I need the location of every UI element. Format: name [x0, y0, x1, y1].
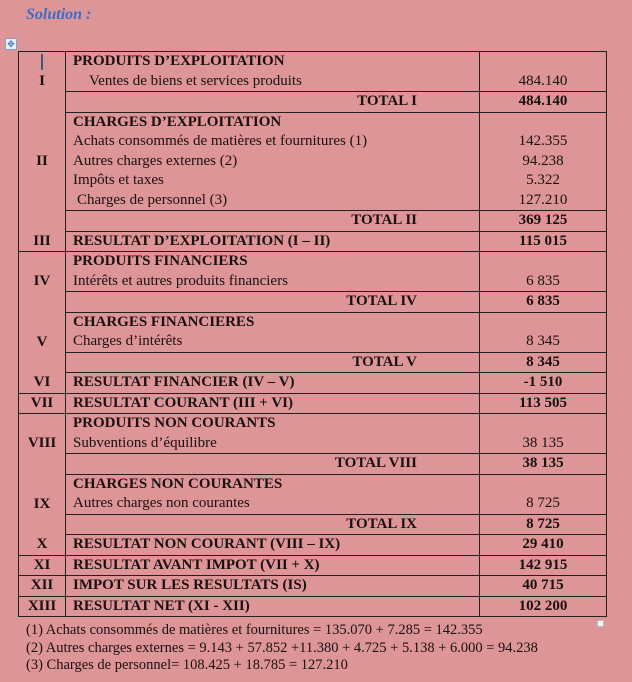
row-value: 102 200: [480, 596, 607, 617]
section-number: VI: [19, 373, 66, 394]
row-value: [480, 112, 607, 132]
row-label: RESULTAT FINANCIER (IV – V): [66, 373, 480, 394]
row-label: TOTAL IX: [66, 514, 480, 535]
table-row: [19, 112, 607, 132]
row-label: RESULTAT COURANT (III + VI): [66, 393, 480, 414]
section-number: XI: [19, 555, 66, 576]
row-value: 142 915: [480, 555, 607, 576]
table-row: [19, 414, 607, 434]
table-row: [19, 434, 607, 454]
row-label: Charges d’intérêts: [66, 332, 480, 352]
row-value: 484.140: [480, 92, 607, 113]
row-value: 5.322: [480, 171, 607, 191]
row-value: 115 015: [480, 231, 607, 252]
row-value: 6 835: [480, 292, 607, 313]
row-value: 8 345: [480, 352, 607, 373]
row-value: 29 410: [480, 535, 607, 556]
section-number: [19, 514, 66, 535]
section-number: [19, 352, 66, 373]
solution-heading: Solution :: [26, 6, 92, 23]
section-number: IX: [19, 494, 66, 514]
row-value: 38 135: [480, 454, 607, 475]
table-row: [19, 231, 607, 252]
row-value: 8 345: [480, 332, 607, 352]
section-number: V: [19, 332, 66, 352]
section-number: [19, 292, 66, 313]
table-row: [19, 191, 607, 211]
table-row: [19, 332, 607, 352]
row-label: CHARGES D’EXPLOITATION: [66, 112, 480, 132]
row-label: PRODUITS FINANCIERS: [66, 252, 480, 272]
row-label: Subventions d’équilibre: [66, 434, 480, 454]
section-number: [19, 454, 66, 475]
row-label: RESULTAT D’EXPLOITATION (I – II): [66, 231, 480, 252]
row-label: Ventes de biens et services produits: [66, 72, 480, 92]
row-label: CHARGES NON COURANTES: [66, 474, 480, 494]
row-value: 8 725: [480, 514, 607, 535]
row-label: TOTAL IV: [66, 292, 480, 313]
table-row: [19, 132, 607, 152]
row-label: TOTAL V: [66, 352, 480, 373]
table-row: [19, 312, 607, 332]
row-label: Impôts et taxes: [66, 171, 480, 191]
row-label: Autres charges non courantes: [66, 494, 480, 514]
row-value: 369 125: [480, 211, 607, 232]
table-row: [19, 171, 607, 191]
row-label: RESULTAT AVANT IMPOT (VII + X): [66, 555, 480, 576]
section-number: XII: [19, 576, 66, 597]
table-row: [19, 72, 607, 92]
row-value: -1 510: [480, 373, 607, 394]
text-cursor: [41, 54, 43, 70]
row-label: TOTAL VIII: [66, 454, 480, 475]
row-label: Achats consommés de matières et fournitures (1): [66, 132, 480, 152]
table-row: [19, 352, 607, 373]
section-number: X: [19, 535, 66, 556]
row-label: RESULTAT NET (XI - XII): [66, 596, 480, 617]
row-value: 40 715: [480, 576, 607, 597]
row-label: CHARGES FINANCIERES: [66, 312, 480, 332]
section-number: [19, 474, 66, 494]
table-row: [19, 52, 607, 72]
table-row: [19, 474, 607, 494]
section-number: I: [19, 72, 66, 92]
row-label: IMPOT SUR LES RESULTATS (IS): [66, 576, 480, 597]
row-label: Charges de personnel (3): [66, 191, 480, 211]
table-row: [19, 576, 607, 597]
table-row: [19, 152, 607, 172]
section-number: [19, 414, 66, 434]
row-value: [480, 474, 607, 494]
row-label: TOTAL I: [66, 92, 480, 113]
table-row: [19, 252, 607, 272]
table-row: [19, 373, 607, 394]
row-value: 8 725: [480, 494, 607, 514]
income-statement-table: [18, 51, 607, 617]
row-value: [480, 312, 607, 332]
footnote-1: (1) Achats consommés de matières et fournitures = 135.070 + 7.285 = 142.355: [26, 622, 483, 638]
table-row: [19, 211, 607, 232]
section-number: [19, 132, 66, 152]
section-number: [19, 211, 66, 232]
table-row: [19, 596, 607, 617]
section-number: III: [19, 231, 66, 252]
section-number: XIII: [19, 596, 66, 617]
table-row: [19, 92, 607, 113]
section-number: VIII: [19, 434, 66, 454]
footnote-3: (3) Charges de personnel= 108.425 + 18.785 = 127.210: [26, 657, 348, 673]
section-number: [19, 112, 66, 132]
table-move-handle-icon[interactable]: ✥: [5, 38, 17, 50]
row-value: 484.140: [480, 72, 607, 92]
table-row: [19, 393, 607, 414]
section-number: [19, 312, 66, 332]
table-row: [19, 454, 607, 475]
row-value: [480, 52, 607, 72]
table-row: [19, 535, 607, 556]
row-value: 142.355: [480, 132, 607, 152]
footnotes: [26, 622, 538, 675]
section-number: [19, 92, 66, 113]
table-row: [19, 272, 607, 292]
table-row: [19, 292, 607, 313]
row-value: 113 505: [480, 393, 607, 414]
row-label: RESULTAT NON COURANT (VIII – IX): [66, 535, 480, 556]
row-value: 94.238: [480, 152, 607, 172]
table-row: [19, 494, 607, 514]
section-number: [19, 191, 66, 211]
row-value: 38 135: [480, 434, 607, 454]
row-value: 127.210: [480, 191, 607, 211]
table-row: [19, 514, 607, 535]
section-number: VII: [19, 393, 66, 414]
row-value: 6 835: [480, 272, 607, 292]
section-number: [19, 171, 66, 191]
row-label: PRODUITS D’EXPLOITATION: [66, 52, 480, 72]
section-number: IV: [19, 272, 66, 292]
row-label: Intérêts et autres produits financiers: [66, 272, 480, 292]
table-resize-handle[interactable]: [597, 620, 604, 627]
row-label: PRODUITS NON COURANTS: [66, 414, 480, 434]
footnote-2: (2) Autres charges externes = 9.143 + 57.852 +11.380 + 4.725 + 5.138 + 6.000 = 94.238: [26, 639, 538, 656]
row-value: [480, 414, 607, 434]
table-row: [19, 555, 607, 576]
row-label: TOTAL II: [66, 211, 480, 232]
section-number: [19, 52, 66, 72]
row-label: Autres charges externes (2): [66, 152, 480, 172]
row-value: [480, 252, 607, 272]
section-number: II: [19, 152, 66, 172]
section-number: [19, 252, 66, 272]
